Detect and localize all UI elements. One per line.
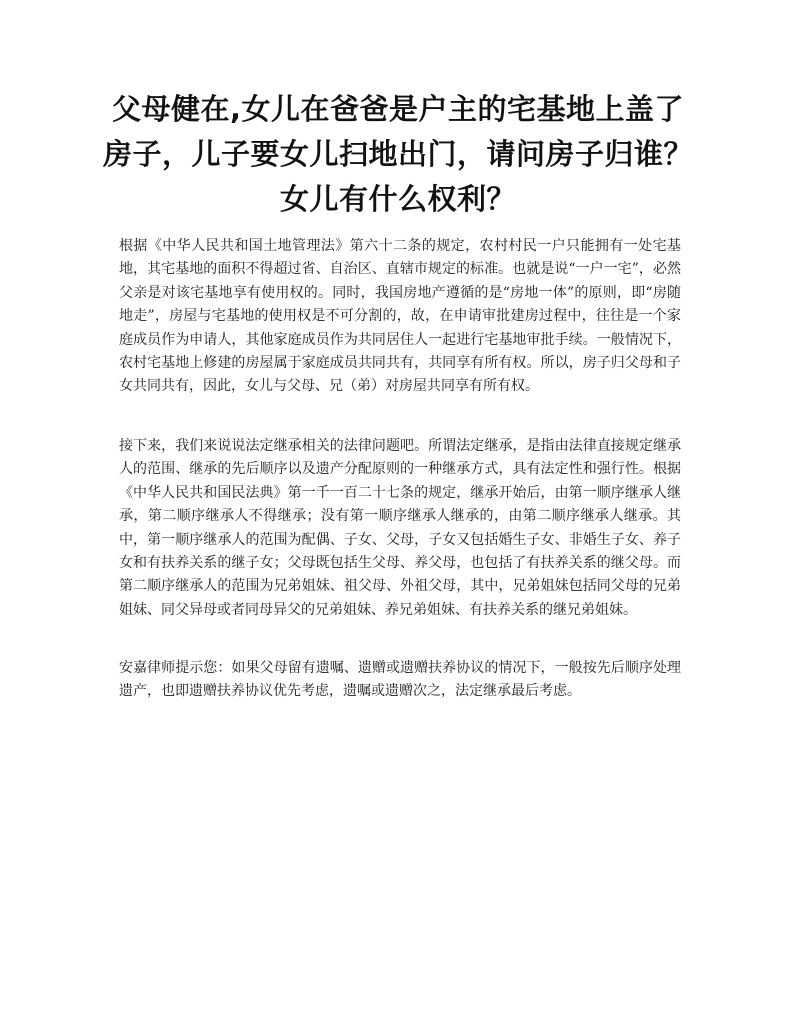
page-title: 父母健在,女儿在爸爸是户主的宅基地上盖了房子，儿子要女儿扫地出门，请问房子归谁？女儿有什么权利？ xyxy=(102,92,693,216)
paragraph-land-law: 根据《中华人民共和国土地管理法》第六十二条的规定，农村村民一户只能拥有一处宅基地，其宅基地的面积不得超过省、自治区、直辖市规定的标准。也就是说“一户一宅”，必然父亲是对该宅基地享有使用权的。同时，我国房地产遵循的是“房地一体”的原则，即“房随地走”，房屋与宅基地的使用权是不可分割的，故，在申请审批建房过程中，往往是一个家庭成员作为申请人，其他家庭成员作为共同居住人一起进行宅基地审批手续。一般情况下，农村宅基地上修建的房屋属于家庭成员共同共有，共同享有所有权。所以，房子归父母和子女共同共有，因此，女儿与父母、兄（弟）对房屋共同享有所有权。 xyxy=(119,238,681,395)
paragraph-statutory-inheritance: 接下来，我们来说说法定继承相关的法律问题吧。所谓法定继承，是指由法律直接规定继承人的范围、继承的先后顺序以及遗产分配原则的一种继承方式，具有法定性和强行性。根据《中华人民共和国民法典》第一千一百二十七条的规定，继承开始后，由第一顺序继承人继承，第二顺序继承人不得继承；没有第一顺序继承人继承的，由第二顺序继承人继承。其中，第一顺序继承人的范围为配偶、子女、父母，子女又包括婚生子女、非婚生子女、养子女和有扶养关系的继子女；父母既包括生父母、养父母，也包括了有扶养关系的继父母。而第二顺序继承人的范围为兄弟姐妹、祖父母、外祖父母，其中，兄弟姐妹包括同父母的兄弟姐妹、同父异母或者同母异父的兄弟姐妹、养兄弟姐妹、有扶养关系的继兄弟姐妹。 xyxy=(119,438,681,618)
paragraph-lawyer-tip: 安嘉律师提示您：如果父母留有遗嘱、遗赠或遗赠扶养协议的情况下，一般按先后顺序处理遗产，也即遗赠扶养协议优先考虑，遗嘱或遗赠次之，法定继承最后考虑。 xyxy=(119,660,681,700)
